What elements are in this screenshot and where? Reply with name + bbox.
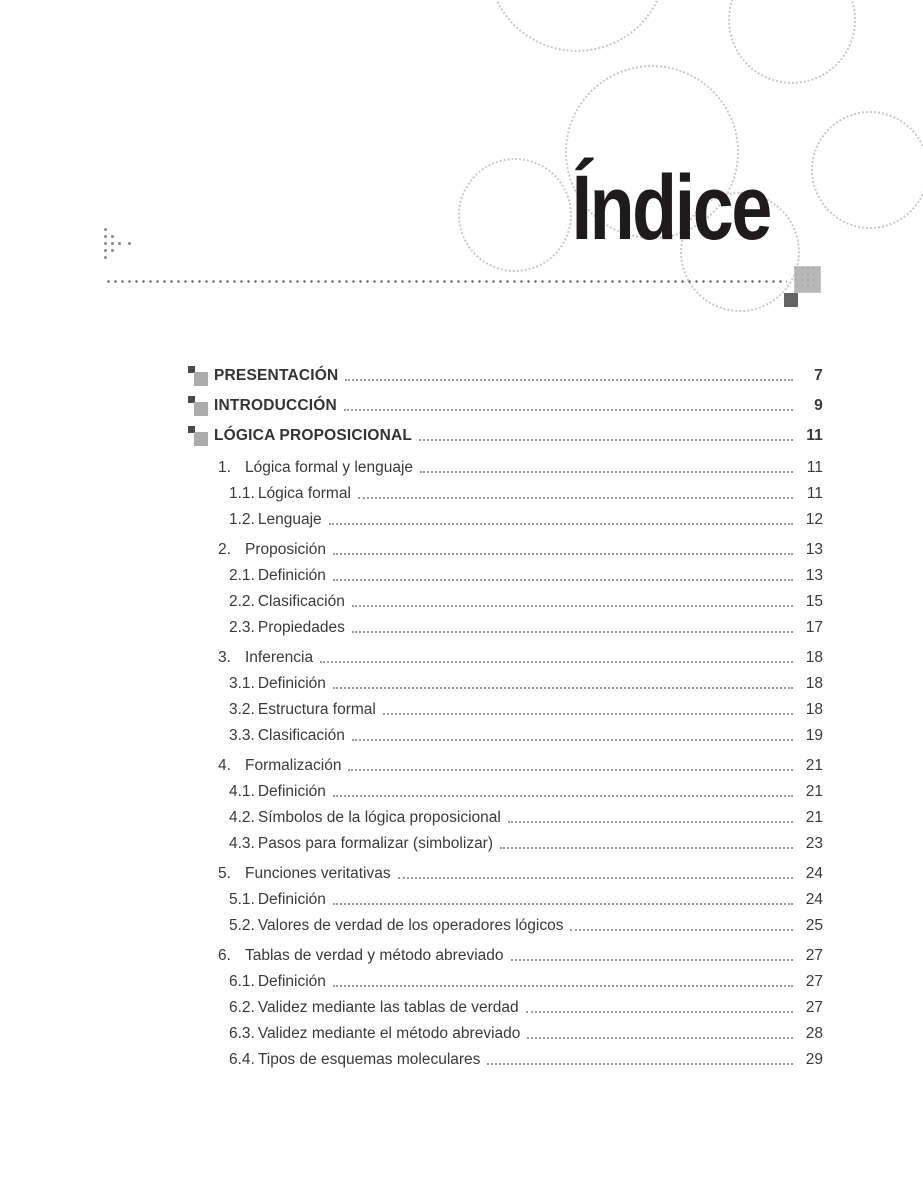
toc-subitem-row [188,1047,823,1073]
toc-entry-label: Símbolos de la lógica proposicional [257,809,501,826]
toc-page-number: 11 [806,427,823,444]
toc-page-number: 11 [806,459,823,476]
toc-subitem-row [188,969,823,995]
toc-entry-number: 5.1. [229,891,255,908]
dotted-leader [333,903,793,905]
toc-entry-label: Clasificación [257,593,345,610]
toc-entry-number: 4.2. [229,809,255,826]
toc-entry-label: Valores de verdad de los operadores lógicos [257,917,564,934]
toc-subitem-row [188,913,823,939]
page-title: Índice [571,157,770,259]
toc-entry-number: 6.3. [229,1025,255,1042]
toc-entry-label: Validez mediante las tablas de verdad [257,999,519,1016]
toc-entry-label: Propiedades [257,619,345,636]
dotted-leader [352,631,793,633]
dotted-leader [358,497,793,499]
toc-entry-number: 6.2. [229,999,255,1016]
toc-item-row [188,753,823,779]
toc-entry-number: 6.4. [229,1051,255,1068]
toc-page-number: 27 [805,973,823,990]
toc-page-number: 19 [805,727,823,744]
dotted-leader [333,553,793,555]
toc-entry-label: Clasificación [257,727,345,744]
toc-entry-number: 2.2. [229,593,255,610]
dotted-leader [320,661,793,663]
toc-item-row [188,861,823,887]
dotted-leader [527,1037,793,1039]
toc-subitem-row [188,779,823,805]
toc-page-number: 21 [805,757,823,774]
toc-entry-label: Definición [257,783,326,800]
dotted-circle [811,111,923,229]
toc-entry-label: INTRODUCCIÓN [214,397,337,414]
toc-subitem-row [188,831,823,857]
toc-page-number: 13 [805,541,823,558]
toc-entry-number: 1.2. [229,511,255,528]
toc-entry-label: PRESENTACIÓN [214,367,339,384]
toc-entry-label: Formalización [245,757,342,774]
toc-entry-label: Proposición [245,541,326,558]
toc-page-number: 18 [805,701,823,718]
dotted-leader [344,409,793,411]
dotted-leader [383,713,793,715]
toc-entry-label: Tablas de verdad y método abreviado [245,947,504,964]
toc-item-row [188,537,823,563]
square-bullet-icon [188,396,209,416]
toc-entry-number: 4.1. [229,783,255,800]
dotted-leader [511,959,794,961]
toc-page-number: 13 [805,567,823,584]
dotted-leader [333,579,793,581]
toc-page-number: 24 [805,865,823,882]
toc-page-number: 25 [805,917,823,934]
toc-page-number: 21 [805,809,823,826]
toc-page-number: 29 [805,1051,823,1068]
toc-entry-number: 1.1. [229,485,255,502]
toc-entry-number: 4. [218,757,231,774]
dotted-leader [333,687,793,689]
toc-subitem-row [188,615,823,641]
toc-subitem-row [188,805,823,831]
toc-entry-number: 3.1. [229,675,255,692]
toc-page-number: 7 [814,367,823,384]
corner-square-large [794,266,821,293]
dots-arrow-icon [104,228,134,262]
dotted-circle [458,158,572,272]
toc-entry-label: Lógica formal [257,485,351,502]
toc-entry-number: 2. [218,541,231,558]
toc-item-row [188,455,823,481]
toc-entry-number: 3. [218,649,231,666]
toc-page-number: 11 [806,485,823,502]
toc-page-number: 17 [805,619,823,636]
toc-header-row [188,391,823,421]
toc-page-number: 28 [805,1025,823,1042]
toc-subitem-row [188,1021,823,1047]
toc-entry-label: Definición [257,891,326,908]
toc-entry-number: 1. [218,459,231,476]
toc-entry-number: 4.3. [229,835,255,852]
toc-entry-label: LÓGICA PROPOSICIONAL [214,427,413,444]
square-bullet-icon [188,426,209,446]
dotted-leader [508,821,793,823]
toc-subitem-row [188,671,823,697]
dotted-leader [333,795,793,797]
dotted-leader [345,379,793,381]
toc-entry-number: 5.2. [229,917,255,934]
corner-square-small [784,293,798,307]
dotted-leader [398,877,793,879]
dotted-leader [348,769,793,771]
dotted-leader [570,929,793,931]
toc-page-number: 9 [814,397,823,414]
toc-subitem-row [188,481,823,507]
toc-subitem-row [188,563,823,589]
toc-entry-label: Tipos de esquemas moleculares [257,1051,481,1068]
toc-subitem-row [188,723,823,749]
toc-entry-label: Inferencia [245,649,314,666]
toc-page-number: 24 [805,891,823,908]
toc-entry-label: Definición [257,675,326,692]
toc-subitem-row [188,995,823,1021]
toc-page-number: 18 [805,675,823,692]
toc-page-number: 18 [805,649,823,666]
toc-entry-label: Pasos para formalizar (simbolizar) [257,835,494,852]
dotted-leader [500,847,793,849]
dotted-circle [728,0,856,84]
dotted-leader [352,605,793,607]
toc-subitem-row [188,887,823,913]
toc-header-row [188,421,823,451]
toc-entry-label: Funciones veritativas [245,865,391,882]
toc-page-number: 23 [805,835,823,852]
table-of-contents [188,361,823,1073]
toc-entry-label: Estructura formal [257,701,376,718]
toc-entry-label: Definición [257,973,326,990]
dotted-leader [329,523,793,525]
dotted-leader [487,1063,793,1065]
toc-entry-number: 2.1. [229,567,255,584]
dotted-circle [487,0,667,52]
toc-entry-label: Lógica formal y lenguaje [245,459,414,476]
toc-page-number: 27 [805,947,823,964]
toc-subitem-row [188,697,823,723]
toc-entry-number: 5. [218,865,231,882]
toc-entry-label: Lenguaje [257,511,322,528]
square-bullet-icon [188,366,209,386]
toc-item-row [188,645,823,671]
toc-entry-number: 3.2. [229,701,255,718]
toc-entry-number: 2.3. [229,619,255,636]
dotted-leader [526,1011,793,1013]
toc-entry-number: 3.3. [229,727,255,744]
title-rule [107,280,787,283]
toc-page-number: 12 [805,511,823,528]
toc-subitem-row [188,507,823,533]
toc-subitem-row [188,589,823,615]
toc-entry-label: Validez mediante el método abreviado [257,1025,521,1042]
dotted-leader [420,471,793,473]
toc-page-number: 21 [805,783,823,800]
toc-entry-number: 6. [218,947,231,964]
toc-entry-label: Definición [257,567,326,584]
dotted-leader [352,739,793,741]
toc-entry-number: 6.1. [229,973,255,990]
toc-item-row [188,943,823,969]
dotted-leader [419,439,793,441]
dotted-leader [333,985,793,987]
toc-page-number: 15 [805,593,823,610]
toc-page-number: 27 [805,999,823,1016]
toc-header-row [188,361,823,391]
